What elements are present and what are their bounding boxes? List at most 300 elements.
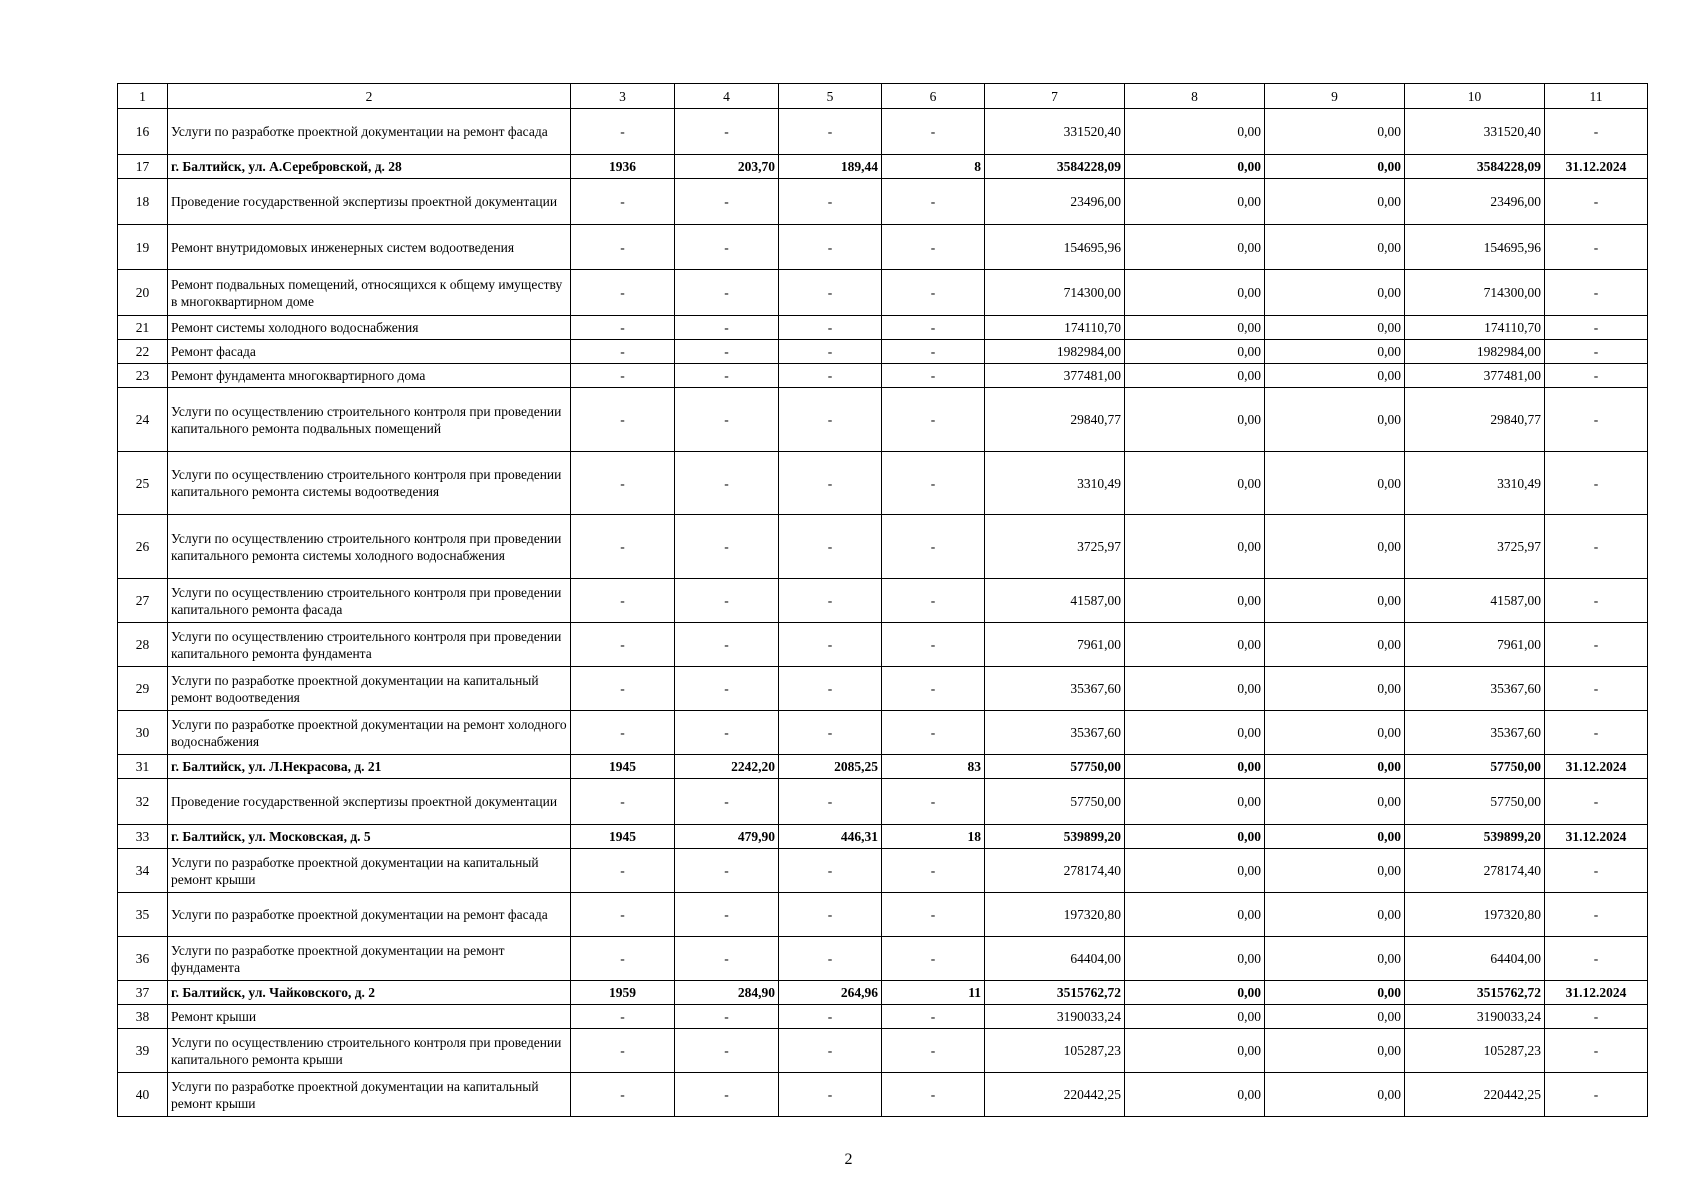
owners-cost-cell: 57750,00 [1405, 755, 1545, 779]
residents-cell: - [882, 711, 985, 755]
year-cell: - [571, 711, 675, 755]
living-area-cell: - [779, 340, 882, 364]
owners-cost-cell: 35367,60 [1405, 667, 1545, 711]
fund-cost-cell: 0,00 [1125, 270, 1265, 316]
year-cell: - [571, 452, 675, 515]
deadline-cell: - [1545, 452, 1648, 515]
total-cost-cell: 35367,60 [985, 711, 1125, 755]
total-cost-cell: 35367,60 [985, 667, 1125, 711]
work-row [118, 109, 1648, 155]
work-row [118, 179, 1648, 225]
living-area-cell: - [779, 364, 882, 388]
work-row [118, 849, 1648, 893]
row-number-cell: 31 [118, 755, 168, 779]
deadline-cell: - [1545, 364, 1648, 388]
total-area-cell: - [675, 779, 779, 825]
row-number-cell: 36 [118, 937, 168, 981]
column-header: 8 [1125, 84, 1265, 109]
row-number-cell: 39 [118, 1029, 168, 1073]
other-cost-cell: 0,00 [1265, 981, 1405, 1005]
work-name-cell: г. Балтийск, ул. Московская, д. 5 [168, 825, 571, 849]
total-cost-cell: 539899,20 [985, 825, 1125, 849]
work-row [118, 340, 1648, 364]
residents-cell: - [882, 849, 985, 893]
other-cost-cell: 0,00 [1265, 316, 1405, 340]
total-area-cell: - [675, 893, 779, 937]
row-number-cell: 19 [118, 225, 168, 270]
residents-cell: - [882, 1005, 985, 1029]
living-area-cell: - [779, 270, 882, 316]
year-cell: - [571, 1073, 675, 1117]
row-number-cell: 25 [118, 452, 168, 515]
living-area-cell: 264,96 [779, 981, 882, 1005]
fund-cost-cell: 0,00 [1125, 849, 1265, 893]
other-cost-cell: 0,00 [1265, 388, 1405, 452]
total-cost-cell: 7961,00 [985, 623, 1125, 667]
total-area-cell: - [675, 623, 779, 667]
work-name-cell: Услуги по разработке проектной документации на капитальный ремонт крыши [168, 849, 571, 893]
column-header: 1 [118, 84, 168, 109]
year-cell: - [571, 1029, 675, 1073]
work-row [118, 1005, 1648, 1029]
work-name-cell: Ремонт системы холодного водоснабжения [168, 316, 571, 340]
owners-cost-cell: 3515762,72 [1405, 981, 1545, 1005]
year-cell: 1945 [571, 825, 675, 849]
fund-cost-cell: 0,00 [1125, 388, 1265, 452]
work-name-cell: Услуги по осуществлению строительного контроля при проведении капитального ремонта фундамента [168, 623, 571, 667]
residents-cell: 8 [882, 155, 985, 179]
owners-cost-cell: 278174,40 [1405, 849, 1545, 893]
work-row [118, 579, 1648, 623]
residents-cell: - [882, 179, 985, 225]
work-name-cell: Проведение государственной экспертизы проектной документации [168, 779, 571, 825]
year-cell: - [571, 1005, 675, 1029]
living-area-cell: 2085,25 [779, 755, 882, 779]
total-area-cell: - [675, 1073, 779, 1117]
row-number-cell: 17 [118, 155, 168, 179]
address-row [118, 825, 1648, 849]
deadline-cell: - [1545, 779, 1648, 825]
work-row [118, 893, 1648, 937]
row-number-cell: 27 [118, 579, 168, 623]
fund-cost-cell: 0,00 [1125, 981, 1265, 1005]
year-cell: - [571, 849, 675, 893]
total-cost-cell: 714300,00 [985, 270, 1125, 316]
deadline-cell: - [1545, 179, 1648, 225]
column-header: 6 [882, 84, 985, 109]
row-number-cell: 35 [118, 893, 168, 937]
year-cell: - [571, 515, 675, 579]
other-cost-cell: 0,00 [1265, 1005, 1405, 1029]
year-cell: - [571, 579, 675, 623]
deadline-cell: - [1545, 515, 1648, 579]
deadline-cell: - [1545, 937, 1648, 981]
total-area-cell: 479,90 [675, 825, 779, 849]
row-number-cell: 37 [118, 981, 168, 1005]
total-area-cell: - [675, 270, 779, 316]
other-cost-cell: 0,00 [1265, 579, 1405, 623]
work-row [118, 316, 1648, 340]
column-header: 10 [1405, 84, 1545, 109]
work-name-cell: Услуги по разработке проектной документации на ремонт фасада [168, 893, 571, 937]
row-number-cell: 21 [118, 316, 168, 340]
residents-cell: - [882, 1073, 985, 1117]
year-cell: - [571, 179, 675, 225]
total-cost-cell: 105287,23 [985, 1029, 1125, 1073]
work-row [118, 1029, 1648, 1073]
living-area-cell: 189,44 [779, 155, 882, 179]
year-cell: - [571, 667, 675, 711]
other-cost-cell: 0,00 [1265, 667, 1405, 711]
living-area-cell: - [779, 667, 882, 711]
total-area-cell: - [675, 452, 779, 515]
owners-cost-cell: 3584228,09 [1405, 155, 1545, 179]
work-name-cell: Услуги по разработке проектной документации на капитальный ремонт водоотведения [168, 667, 571, 711]
fund-cost-cell: 0,00 [1125, 340, 1265, 364]
work-name-cell: Проведение государственной экспертизы проектной документации [168, 179, 571, 225]
owners-cost-cell: 3725,97 [1405, 515, 1545, 579]
living-area-cell: 446,31 [779, 825, 882, 849]
column-header: 2 [168, 84, 571, 109]
total-area-cell: 284,90 [675, 981, 779, 1005]
work-row [118, 225, 1648, 270]
column-header: 3 [571, 84, 675, 109]
other-cost-cell: 0,00 [1265, 109, 1405, 155]
fund-cost-cell: 0,00 [1125, 316, 1265, 340]
total-cost-cell: 377481,00 [985, 364, 1125, 388]
other-cost-cell: 0,00 [1265, 340, 1405, 364]
total-area-cell: - [675, 109, 779, 155]
row-number-cell: 40 [118, 1073, 168, 1117]
year-cell: - [571, 623, 675, 667]
work-name-cell: Услуги по разработке проектной документации на ремонт фундамента [168, 937, 571, 981]
address-row [118, 755, 1648, 779]
year-cell: - [571, 388, 675, 452]
living-area-cell: - [779, 452, 882, 515]
row-number-cell: 23 [118, 364, 168, 388]
deadline-cell: - [1545, 849, 1648, 893]
deadline-cell: - [1545, 1005, 1648, 1029]
residents-cell: - [882, 270, 985, 316]
owners-cost-cell: 3310,49 [1405, 452, 1545, 515]
deadline-cell: - [1545, 893, 1648, 937]
deadline-cell: - [1545, 1029, 1648, 1073]
row-number-cell: 34 [118, 849, 168, 893]
column-header: 9 [1265, 84, 1405, 109]
other-cost-cell: 0,00 [1265, 270, 1405, 316]
other-cost-cell: 0,00 [1265, 1073, 1405, 1117]
other-cost-cell: 0,00 [1265, 849, 1405, 893]
row-number-cell: 28 [118, 623, 168, 667]
fund-cost-cell: 0,00 [1125, 1005, 1265, 1029]
residents-cell: - [882, 109, 985, 155]
other-cost-cell: 0,00 [1265, 937, 1405, 981]
fund-cost-cell: 0,00 [1125, 364, 1265, 388]
total-cost-cell: 154695,96 [985, 225, 1125, 270]
owners-cost-cell: 220442,25 [1405, 1073, 1545, 1117]
deadline-cell: - [1545, 270, 1648, 316]
total-area-cell: - [675, 937, 779, 981]
residents-cell: - [882, 779, 985, 825]
living-area-cell: - [779, 515, 882, 579]
work-name-cell: Услуги по разработке проектной документации на ремонт фасада [168, 109, 571, 155]
living-area-cell: - [779, 109, 882, 155]
owners-cost-cell: 64404,00 [1405, 937, 1545, 981]
column-header: 7 [985, 84, 1125, 109]
residents-cell: - [882, 579, 985, 623]
row-number-cell: 26 [118, 515, 168, 579]
work-name-cell: Услуги по осуществлению строительного контроля при проведении капитального ремонта системы холодного водоснабжения [168, 515, 571, 579]
fund-cost-cell: 0,00 [1125, 937, 1265, 981]
fund-cost-cell: 0,00 [1125, 825, 1265, 849]
total-area-cell: 2242,20 [675, 755, 779, 779]
total-cost-cell: 3725,97 [985, 515, 1125, 579]
other-cost-cell: 0,00 [1265, 225, 1405, 270]
row-number-cell: 20 [118, 270, 168, 316]
other-cost-cell: 0,00 [1265, 711, 1405, 755]
total-area-cell: - [675, 711, 779, 755]
residents-cell: - [882, 937, 985, 981]
total-cost-cell: 331520,40 [985, 109, 1125, 155]
work-name-cell: Услуги по разработке проектной документации на капитальный ремонт крыши [168, 1073, 571, 1117]
column-header: 11 [1545, 84, 1648, 109]
residents-cell: - [882, 667, 985, 711]
work-name-cell: Ремонт подвальных помещений, относящихся к общему имуществу в многоквартирном доме [168, 270, 571, 316]
living-area-cell: - [779, 937, 882, 981]
row-number-cell: 29 [118, 667, 168, 711]
row-number-cell: 32 [118, 779, 168, 825]
work-name-cell: Услуги по осуществлению строительного контроля при проведении капитального ремонта подвальных помещений [168, 388, 571, 452]
residents-cell: - [882, 316, 985, 340]
year-cell: - [571, 937, 675, 981]
total-cost-cell: 1982984,00 [985, 340, 1125, 364]
fund-cost-cell: 0,00 [1125, 515, 1265, 579]
page-number: 2 [844, 1151, 853, 1168]
work-row [118, 388, 1648, 452]
living-area-cell: - [779, 623, 882, 667]
living-area-cell: - [779, 711, 882, 755]
fund-cost-cell: 0,00 [1125, 711, 1265, 755]
total-area-cell: - [675, 1005, 779, 1029]
total-cost-cell: 278174,40 [985, 849, 1125, 893]
other-cost-cell: 0,00 [1265, 623, 1405, 667]
deadline-cell: 31.12.2024 [1545, 981, 1648, 1005]
other-cost-cell: 0,00 [1265, 179, 1405, 225]
row-number-cell: 30 [118, 711, 168, 755]
year-cell: 1936 [571, 155, 675, 179]
residents-cell: - [882, 340, 985, 364]
fund-cost-cell: 0,00 [1125, 579, 1265, 623]
owners-cost-cell: 3190033,24 [1405, 1005, 1545, 1029]
total-cost-cell: 220442,25 [985, 1073, 1125, 1117]
work-row [118, 711, 1648, 755]
year-cell: - [571, 270, 675, 316]
owners-cost-cell: 174110,70 [1405, 316, 1545, 340]
total-area-cell: - [675, 316, 779, 340]
address-row [118, 155, 1648, 179]
year-cell: 1959 [571, 981, 675, 1005]
work-name-cell: Услуги по осуществлению строительного контроля при проведении капитального ремонта системы водоотведения [168, 452, 571, 515]
total-area-cell: - [675, 364, 779, 388]
total-cost-cell: 23496,00 [985, 179, 1125, 225]
other-cost-cell: 0,00 [1265, 825, 1405, 849]
living-area-cell: - [779, 849, 882, 893]
residents-cell: - [882, 364, 985, 388]
row-number-cell: 24 [118, 388, 168, 452]
work-row [118, 667, 1648, 711]
owners-cost-cell: 7961,00 [1405, 623, 1545, 667]
owners-cost-cell: 57750,00 [1405, 779, 1545, 825]
residents-cell: 83 [882, 755, 985, 779]
total-cost-cell: 29840,77 [985, 388, 1125, 452]
work-row [118, 623, 1648, 667]
living-area-cell: - [779, 179, 882, 225]
living-area-cell: - [779, 1073, 882, 1117]
residents-cell: 18 [882, 825, 985, 849]
living-area-cell: - [779, 1029, 882, 1073]
owners-cost-cell: 377481,00 [1405, 364, 1545, 388]
work-row [118, 779, 1648, 825]
residents-cell: - [882, 515, 985, 579]
row-number-cell: 18 [118, 179, 168, 225]
total-area-cell: - [675, 225, 779, 270]
row-number-cell: 22 [118, 340, 168, 364]
fund-cost-cell: 0,00 [1125, 667, 1265, 711]
work-name-cell: Ремонт крыши [168, 1005, 571, 1029]
fund-cost-cell: 0,00 [1125, 623, 1265, 667]
column-header: 4 [675, 84, 779, 109]
owners-cost-cell: 35367,60 [1405, 711, 1545, 755]
owners-cost-cell: 23496,00 [1405, 179, 1545, 225]
row-number-cell: 33 [118, 825, 168, 849]
total-cost-cell: 57750,00 [985, 755, 1125, 779]
work-row [118, 515, 1648, 579]
deadline-cell: - [1545, 109, 1648, 155]
other-cost-cell: 0,00 [1265, 893, 1405, 937]
total-cost-cell: 174110,70 [985, 316, 1125, 340]
residents-cell: - [882, 893, 985, 937]
total-area-cell: - [675, 667, 779, 711]
total-cost-cell: 57750,00 [985, 779, 1125, 825]
owners-cost-cell: 29840,77 [1405, 388, 1545, 452]
fund-cost-cell: 0,00 [1125, 225, 1265, 270]
row-number-cell: 16 [118, 109, 168, 155]
fund-cost-cell: 0,00 [1125, 109, 1265, 155]
fund-cost-cell: 0,00 [1125, 1073, 1265, 1117]
work-row [118, 937, 1648, 981]
work-name-cell: Ремонт фасада [168, 340, 571, 364]
total-area-cell: - [675, 179, 779, 225]
owners-cost-cell: 1982984,00 [1405, 340, 1545, 364]
year-cell: - [571, 364, 675, 388]
deadline-cell: - [1545, 316, 1648, 340]
owners-cost-cell: 197320,80 [1405, 893, 1545, 937]
total-cost-cell: 3515762,72 [985, 981, 1125, 1005]
living-area-cell: - [779, 779, 882, 825]
owners-cost-cell: 331520,40 [1405, 109, 1545, 155]
total-area-cell: - [675, 849, 779, 893]
fund-cost-cell: 0,00 [1125, 779, 1265, 825]
other-cost-cell: 0,00 [1265, 452, 1405, 515]
total-area-cell: - [675, 1029, 779, 1073]
year-cell: - [571, 779, 675, 825]
total-cost-cell: 64404,00 [985, 937, 1125, 981]
deadline-cell: - [1545, 388, 1648, 452]
fund-cost-cell: 0,00 [1125, 1029, 1265, 1073]
total-area-cell: - [675, 388, 779, 452]
living-area-cell: - [779, 893, 882, 937]
work-name-cell: Ремонт фундамента многоквартирного дома [168, 364, 571, 388]
work-name-cell: Ремонт внутридомовых инженерных систем водоотведения [168, 225, 571, 270]
fund-cost-cell: 0,00 [1125, 179, 1265, 225]
living-area-cell: - [779, 1005, 882, 1029]
year-cell: - [571, 316, 675, 340]
deadline-cell: - [1545, 711, 1648, 755]
residents-cell: 11 [882, 981, 985, 1005]
living-area-cell: - [779, 316, 882, 340]
fund-cost-cell: 0,00 [1125, 452, 1265, 515]
row-number-cell: 38 [118, 1005, 168, 1029]
fund-cost-cell: 0,00 [1125, 755, 1265, 779]
work-row [118, 1073, 1648, 1117]
work-name-cell: Услуги по осуществлению строительного контроля при проведении капитального ремонта фасада [168, 579, 571, 623]
living-area-cell: - [779, 388, 882, 452]
other-cost-cell: 0,00 [1265, 1029, 1405, 1073]
other-cost-cell: 0,00 [1265, 779, 1405, 825]
deadline-cell: - [1545, 623, 1648, 667]
residents-cell: - [882, 623, 985, 667]
work-row [118, 364, 1648, 388]
other-cost-cell: 0,00 [1265, 155, 1405, 179]
owners-cost-cell: 154695,96 [1405, 225, 1545, 270]
year-cell: 1945 [571, 755, 675, 779]
owners-cost-cell: 714300,00 [1405, 270, 1545, 316]
work-row [118, 270, 1648, 316]
work-name-cell: Услуги по осуществлению строительного контроля при проведении капитального ремонта крыши [168, 1029, 571, 1073]
total-cost-cell: 3584228,09 [985, 155, 1125, 179]
owners-cost-cell: 539899,20 [1405, 825, 1545, 849]
column-header: 5 [779, 84, 882, 109]
deadline-cell: - [1545, 667, 1648, 711]
residents-cell: - [882, 1029, 985, 1073]
residents-cell: - [882, 388, 985, 452]
living-area-cell: - [779, 579, 882, 623]
total-area-cell: 203,70 [675, 155, 779, 179]
total-cost-cell: 41587,00 [985, 579, 1125, 623]
fund-cost-cell: 0,00 [1125, 893, 1265, 937]
total-cost-cell: 197320,80 [985, 893, 1125, 937]
work-name-cell: г. Балтийск, ул. Л.Некрасова, д. 21 [168, 755, 571, 779]
year-cell: - [571, 109, 675, 155]
owners-cost-cell: 41587,00 [1405, 579, 1545, 623]
work-row [118, 452, 1648, 515]
work-name-cell: г. Балтийск, ул. А.Серебровской, д. 28 [168, 155, 571, 179]
other-cost-cell: 0,00 [1265, 515, 1405, 579]
column-number-header-row [118, 84, 1648, 109]
address-row [118, 981, 1648, 1005]
year-cell: - [571, 893, 675, 937]
residents-cell: - [882, 452, 985, 515]
work-name-cell: Услуги по разработке проектной документации на ремонт холодного водоснабжения [168, 711, 571, 755]
year-cell: - [571, 340, 675, 364]
total-area-cell: - [675, 515, 779, 579]
residents-cell: - [882, 225, 985, 270]
total-area-cell: - [675, 579, 779, 623]
work-name-cell: г. Балтийск, ул. Чайковского, д. 2 [168, 981, 571, 1005]
deadline-cell: - [1545, 225, 1648, 270]
total-cost-cell: 3310,49 [985, 452, 1125, 515]
works-table [117, 83, 1648, 1117]
